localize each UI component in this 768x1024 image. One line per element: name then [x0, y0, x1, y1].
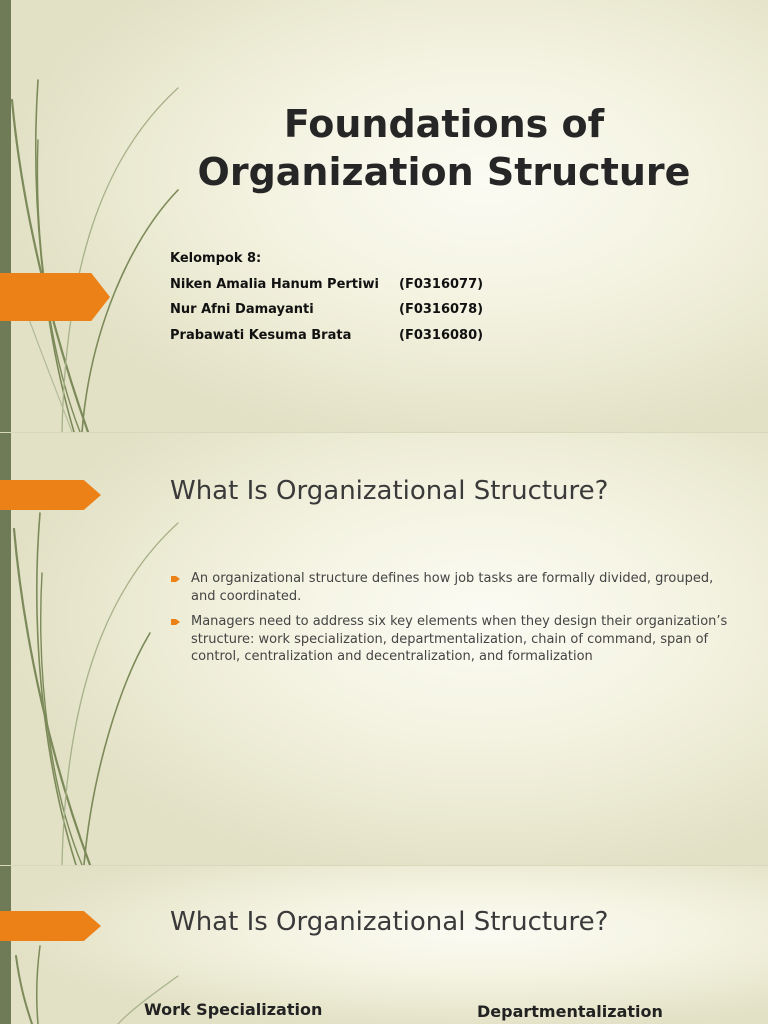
bullet-text: Managers need to address six key elements when they design their organization’s structure: work specialization, departmentalization, chain of command, span of control, centralization and decentralization, and formalization [191, 614, 728, 664]
list-item [170, 613, 730, 666]
vine-decoration [0, 0, 180, 432]
arrow-bullet-icon [171, 576, 180, 582]
member-row [170, 272, 483, 298]
title-line-2: Organization Structure [197, 150, 691, 194]
bullet-text: An organizational structure defines how job tasks are formally divided, grouped, and coordinated. [191, 571, 714, 604]
group-label: Kelompok 8: [170, 251, 262, 266]
group-info [170, 246, 483, 348]
title-slide [0, 0, 768, 432]
member-id: (F0316080) [399, 327, 484, 343]
definition-slide [0, 433, 768, 865]
work-specialization-label: Work Specialization [144, 1000, 323, 1019]
departmentalization-label: Departmentalization [477, 1002, 663, 1021]
bullet-list [170, 570, 730, 674]
elements-slide [0, 866, 768, 1024]
slide-heading: What Is Organizational Structure? [170, 476, 609, 506]
presentation-title [180, 100, 708, 196]
member-name: Niken Amalia Hanum Pertiwi [170, 276, 379, 292]
title-line-1: Foundations of [283, 102, 605, 146]
member-row [170, 297, 483, 323]
orange-arrow-tab [0, 911, 101, 941]
list-item [170, 570, 730, 605]
arrow-bullet-icon [171, 619, 180, 625]
member-id: (F0316078) [399, 302, 484, 317]
member-id: (F0316077) [399, 276, 484, 292]
orange-arrow-tab [0, 273, 110, 321]
slide-heading: What Is Organizational Structure? [170, 907, 609, 937]
member-row [170, 323, 483, 349]
member-name: Nur Afni Damayanti [170, 302, 314, 317]
orange-arrow-tab [0, 480, 101, 510]
member-name: Prabawati Kesuma Brata [170, 327, 352, 343]
